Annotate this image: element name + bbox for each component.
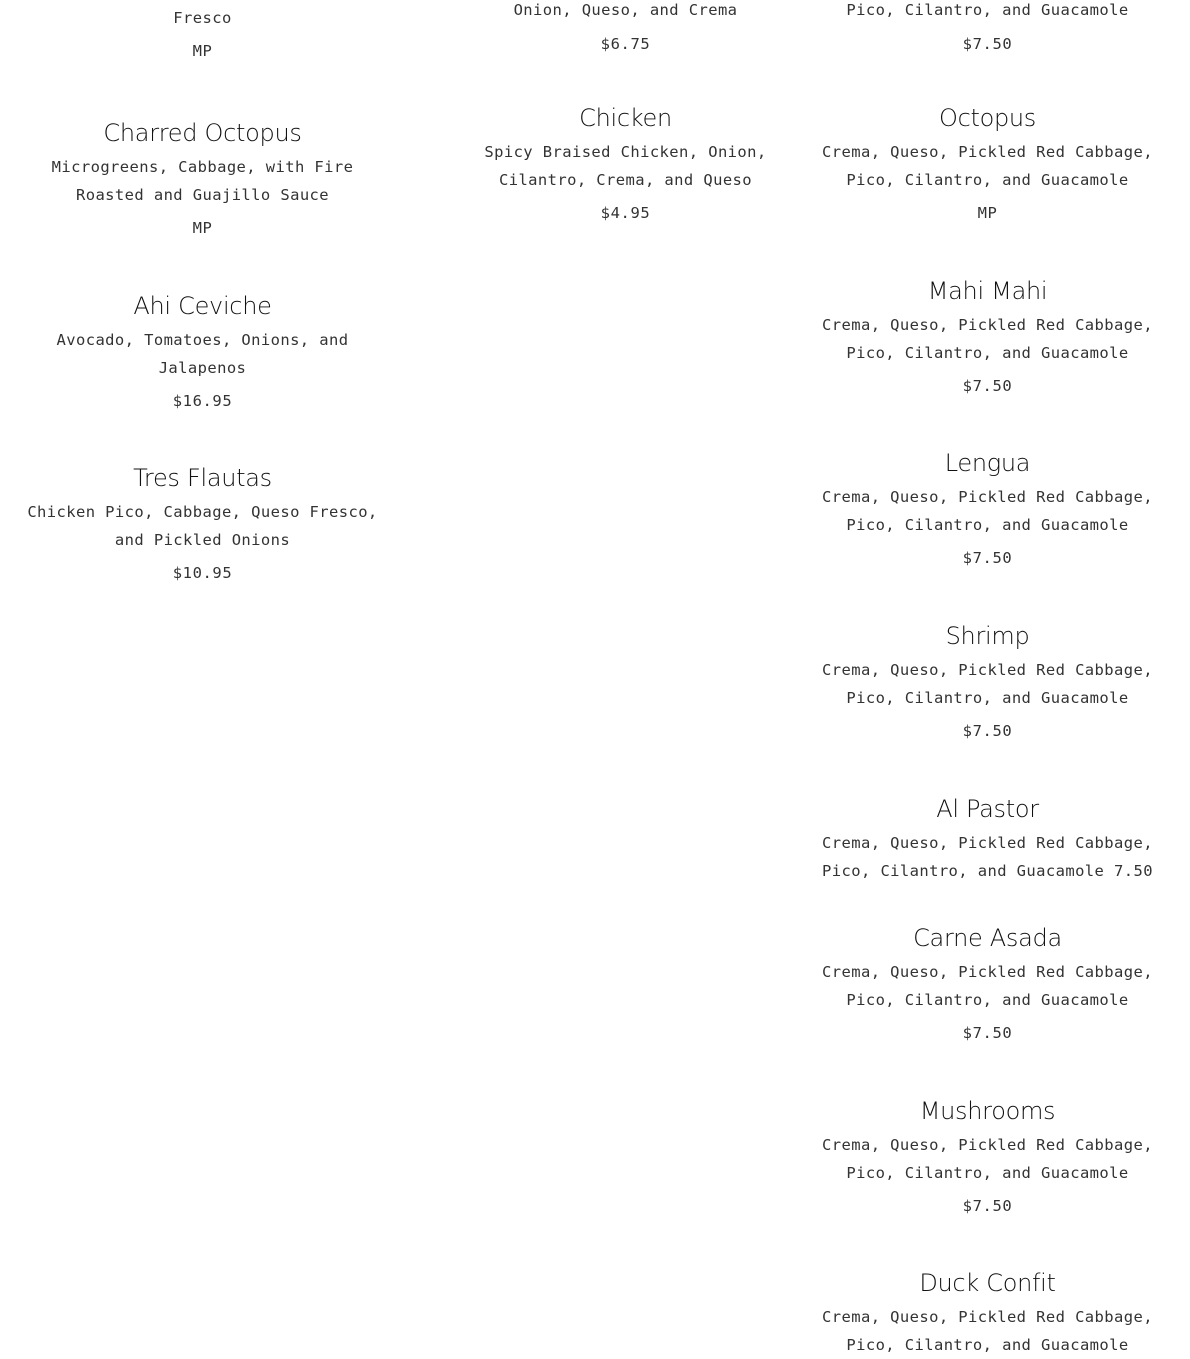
item-price: MP [15, 40, 390, 62]
description-line [15, 0, 390, 5]
item-name: Mahi Mahi [800, 275, 1175, 307]
item-price: $16.95 [15, 390, 390, 412]
item-price: $7.50 [800, 547, 1175, 569]
item-description [800, 139, 1175, 194]
item-price: $4.95 [438, 202, 813, 224]
item-description [800, 484, 1175, 539]
item-description [15, 327, 390, 382]
description-line: Pico, Cilantro, and Guacamole [800, 1332, 1175, 1359]
item-name: Octopus [800, 102, 1175, 134]
item-description [800, 959, 1175, 1014]
item-description [438, 0, 813, 25]
menu-item-mushrooms [800, 1095, 1175, 1217]
menu-item-mahi-mahi [800, 275, 1175, 397]
description-line: Crema, Queso, Pickled Red Cabbage, [800, 1304, 1175, 1332]
description-line: Pico, Cilantro, and Guacamole [800, 685, 1175, 713]
description-line: Microgreens, Cabbage, with Fire [15, 154, 390, 182]
item-price: MP [800, 202, 1175, 224]
item-description [800, 1132, 1175, 1187]
item-description [15, 0, 390, 32]
item-name: Tres Flautas [15, 462, 390, 494]
description-line: Pico, Cilantro, and Guacamole [800, 987, 1175, 1015]
menu-item-duck-confit [800, 1267, 1175, 1359]
item-price: $7.50 [800, 375, 1175, 397]
menu-item-partial-right [800, 0, 1175, 55]
description-line: Pico, Cilantro, and Guacamole [800, 167, 1175, 195]
description-line: Crema, Queso, Pickled Red Cabbage, [800, 959, 1175, 987]
item-price: $7.50 [800, 33, 1175, 55]
item-name: Shrimp [800, 620, 1175, 652]
item-name: Mushrooms [800, 1095, 1175, 1127]
item-description [15, 154, 390, 209]
item-description [800, 0, 1175, 25]
menu-item-chicken [438, 102, 813, 224]
description-line: Crema, Queso, Pickled Red Cabbage, [800, 830, 1175, 858]
item-price: $6.75 [438, 33, 813, 55]
item-description [800, 1304, 1175, 1359]
item-name: Chicken [438, 102, 813, 134]
item-name: Carne Asada [800, 922, 1175, 954]
menu-item-shrimp [800, 620, 1175, 742]
item-price: MP [15, 217, 390, 239]
item-description [800, 657, 1175, 712]
description-line: Cilantro, Crema, and Queso [438, 167, 813, 195]
description-line: Crema, Queso, Pickled Red Cabbage, [800, 312, 1175, 340]
item-price: $7.50 [800, 1195, 1175, 1217]
item-description [800, 312, 1175, 367]
description-line: Pico, Cilantro, and Guacamole [800, 0, 1175, 25]
menu-item-lengua [800, 447, 1175, 569]
description-line: Spicy Braised Chicken, Onion, [438, 139, 813, 167]
description-line: Onion, Queso, and Crema [438, 0, 813, 25]
description-line: Crema, Queso, Pickled Red Cabbage, [800, 1132, 1175, 1160]
description-line: Pico, Cilantro, and Guacamole [800, 1160, 1175, 1188]
description-line: Crema, Queso, Pickled Red Cabbage, [800, 139, 1175, 167]
description-line: Avocado, Tomatoes, Onions, and [15, 327, 390, 355]
item-price: $7.50 [800, 1022, 1175, 1044]
description-line: Pico, Cilantro, and Guacamole [800, 340, 1175, 368]
menu-item-carne-asada [800, 922, 1175, 1044]
menu-item-ahi-ceviche [15, 290, 390, 412]
item-price: $10.95 [15, 562, 390, 584]
menu-item-chips [15, 0, 390, 62]
description-line: Roasted and Guajillo Sauce [15, 182, 390, 210]
description-line: Jalapenos [15, 355, 390, 383]
description-line: Crema, Queso, Pickled Red Cabbage, [800, 657, 1175, 685]
menu-item-partial-middle [438, 0, 813, 55]
item-name: Charred Octopus [15, 117, 390, 149]
item-name: Al Pastor [800, 793, 1175, 825]
description-line: and Pickled Onions [15, 527, 390, 555]
description-line: Chicken Pico, Cabbage, Queso Fresco, [15, 499, 390, 527]
description-line: Pico, Cilantro, and Guacamole 7.50 [800, 858, 1175, 886]
description-line: Crema, Queso, Pickled Red Cabbage, [800, 484, 1175, 512]
menu-item-al-pastor [800, 793, 1175, 885]
item-name: Lengua [800, 447, 1175, 479]
menu-item-charred-octopus [15, 117, 390, 239]
description-line: Pico, Cilantro, and Guacamole [800, 512, 1175, 540]
item-name: Duck Confit [800, 1267, 1175, 1299]
item-name: Ahi Ceviche [15, 290, 390, 322]
item-description [800, 830, 1175, 885]
description-line: Fresco [15, 5, 390, 33]
item-description [438, 139, 813, 194]
item-price: $7.50 [800, 720, 1175, 742]
menu-item-octopus [800, 102, 1175, 224]
item-description [15, 499, 390, 554]
menu-item-tres-flautas [15, 462, 390, 584]
